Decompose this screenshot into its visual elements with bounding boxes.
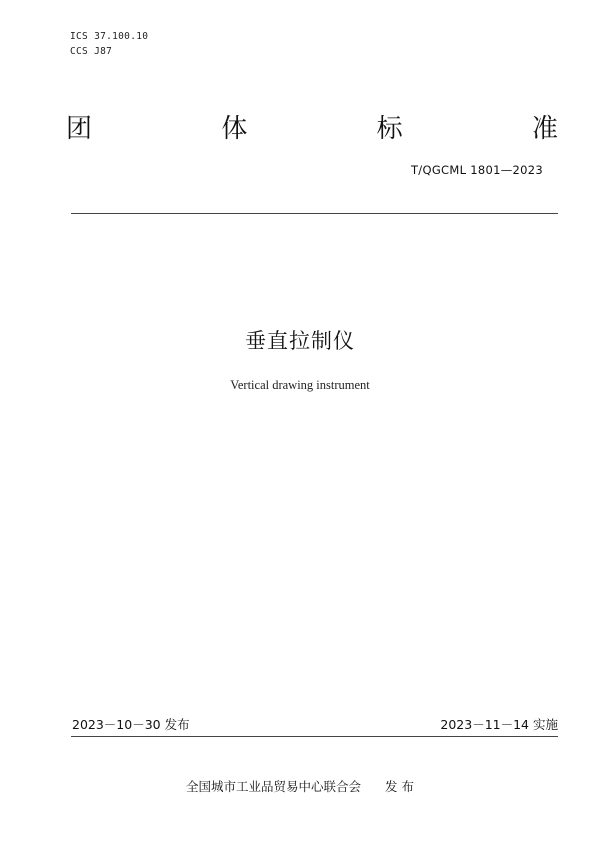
document-title-chinese: 垂直拉制仪 [245,329,355,353]
footer-divider [71,736,558,737]
standard-type-char: 团 [66,114,93,144]
classification-codes [70,29,148,59]
publisher-name: 全国城市工业品贸易中心联合会 [186,779,362,794]
ccs-code: CCS J87 [70,46,113,57]
standard-type-char: 准 [531,114,558,144]
standard-type-char: 体 [221,114,248,144]
header-divider [71,213,558,214]
standard-type-heading [66,112,558,146]
document-title-english: Vertical drawing instrument [230,378,370,392]
ics-code: ICS 37.100.10 [70,31,149,42]
date-row [72,715,558,733]
implementation-date: 2023－11－14 实施 [440,717,558,732]
issue-date: 2023－10－30 发布 [72,717,190,732]
publisher-line [0,777,600,795]
standard-type-char: 标 [376,114,403,144]
publish-action: 发 布 [385,779,414,794]
standard-number: T/QGCML 1801—2023 [410,163,543,177]
